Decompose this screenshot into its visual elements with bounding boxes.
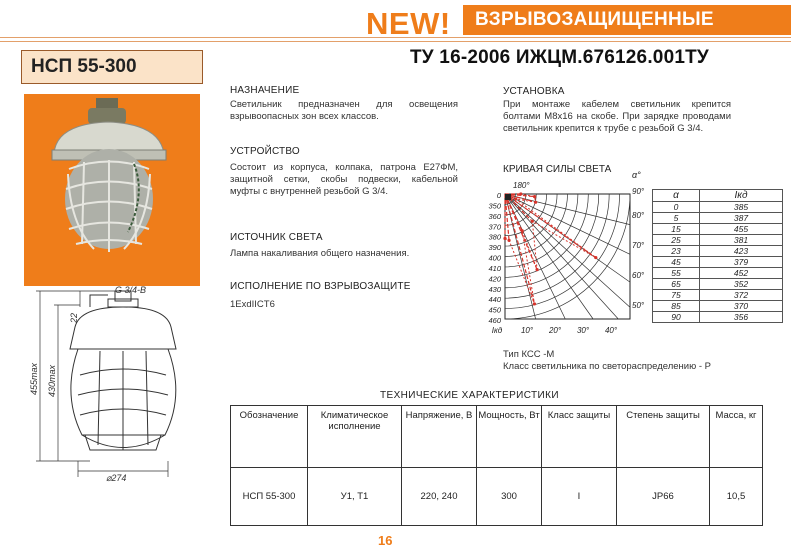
source-text: Лампа накаливания общего назначения.	[230, 248, 410, 259]
dim-22-label: 22	[69, 312, 79, 323]
tech-cell: JP66	[617, 468, 710, 526]
intensity-row	[653, 202, 783, 213]
intensity-cell: 452	[700, 268, 783, 279]
installation-text: При монтаже кабелем светильник крепится болтами М8х16 на скобе. При зарядке проводами светильник крепится к трубе с резьбой G 3/4.	[503, 99, 731, 134]
category-banner	[463, 5, 791, 35]
intensity-cell: 455	[700, 224, 783, 235]
thread-label: G 3/4-B	[115, 285, 147, 295]
intensity-row	[653, 268, 783, 279]
angle-cell: 23	[653, 246, 700, 257]
angle-cell: 15	[653, 224, 700, 235]
polar-chart	[472, 170, 647, 336]
radial-label: 390	[488, 243, 501, 253]
chart-title: КРИВАЯ СИЛЫ СВЕТА	[503, 164, 612, 175]
angle-cell: 25	[653, 235, 700, 246]
angle-label: 10°	[520, 326, 534, 335]
protection-title: ИСПОЛНЕНИЕ ПО ВЗРЫВОЗАЩИТЕ	[230, 281, 411, 292]
radial-label: 420	[488, 274, 501, 284]
angle-cell: 45	[653, 257, 700, 268]
intensity-row	[653, 279, 783, 290]
new-badge: NEW!	[366, 6, 451, 41]
intensity-row	[653, 312, 783, 323]
dim-430-label: 430max	[47, 364, 57, 397]
tech-header: Класс защиты	[542, 406, 617, 468]
intensity-cell: 381	[700, 235, 783, 246]
tech-header: Обозначение	[231, 406, 308, 468]
intensity-cell: 356	[700, 312, 783, 323]
intensity-row	[653, 301, 783, 312]
origin-marker	[505, 194, 511, 200]
angle-header: α	[653, 190, 700, 202]
radial-label: 450	[488, 305, 501, 315]
radial-label: 0	[496, 191, 501, 200]
tech-title: ТЕХНИЧЕСКИЕ ХАРАКТЕРИСТИКИ	[380, 390, 559, 401]
lamp-photo-icon	[24, 94, 200, 286]
tech-header: Степень защиты	[617, 406, 710, 468]
angle-label: 80°	[632, 211, 645, 220]
intensity-cell: 352	[700, 279, 783, 290]
angle-label: 180°	[513, 181, 530, 190]
intensity-cell: 372	[700, 290, 783, 301]
intensity-cell: 370	[700, 301, 783, 312]
intensity-row	[653, 246, 783, 257]
dim-274-label: ⌀274	[106, 473, 127, 483]
tech-cell: У1, Т1	[308, 468, 402, 526]
intensity-row	[653, 235, 783, 246]
installation-title: УСТАНОВКА	[503, 86, 565, 97]
model-label-box	[21, 50, 203, 84]
tech-cell: НСП 55-300	[231, 468, 308, 526]
purpose-title: НАЗНАЧЕНИЕ	[230, 85, 300, 96]
tech-cell: I	[542, 468, 617, 526]
angle-cell: 65	[653, 279, 700, 290]
angle-cell: 5	[653, 213, 700, 224]
angle-cell: 75	[653, 290, 700, 301]
curve-type: Тип КСС -М	[503, 349, 555, 360]
angle-label: 20°	[548, 326, 562, 335]
angle-cell: 90	[653, 312, 700, 323]
tech-row	[231, 468, 763, 526]
radial-label: 370	[488, 222, 501, 232]
dim-455-label: 455max	[29, 362, 39, 395]
intensity-row	[653, 224, 783, 235]
angle-label: 60°	[632, 271, 645, 280]
header-divider	[0, 37, 791, 42]
angle-cell: 85	[653, 301, 700, 312]
angle-label: 50°	[632, 301, 645, 310]
tech-cell: 10,5	[710, 468, 763, 526]
purpose-text: Светильник предназначен для освещения взрывоопасных зон всех классов.	[230, 99, 458, 122]
intensity-row	[653, 290, 783, 301]
radial-label: 440	[488, 295, 501, 305]
intensity-row	[653, 213, 783, 224]
page-number: 16	[378, 533, 393, 548]
angle-cell: 55	[653, 268, 700, 279]
design-text: Состоит из корпуса, колпака, патрона Е27ФМ, защитной сетки, скобы подвески, кабельной муфты с внутренней резьбой G 3/4.	[230, 162, 458, 197]
tech-header: Масса, кг	[710, 406, 763, 468]
radial-label: 400	[488, 253, 501, 263]
tech-header: Климатическое исполнение	[308, 406, 402, 468]
model-name: НСП 55-300	[31, 56, 137, 77]
design-title: УСТРОЙСТВО	[230, 146, 300, 157]
radial-unit-label: Iкд	[491, 326, 503, 335]
category-title: ВЗРЫВОЗАЩИЩЕННЫЕ	[475, 9, 714, 30]
radial-label: 380	[488, 232, 501, 242]
radial-label: 360	[488, 211, 501, 221]
angle-label: 30°	[576, 326, 590, 335]
spec-code: ТУ 16-2006 ИЖЦМ.676126.001ТУ	[410, 47, 709, 68]
source-title: ИСТОЧНИК СВЕТА	[230, 232, 323, 243]
intensity-cell: 387	[700, 213, 783, 224]
curve-class: Класс светильника по светораспределению - Р	[503, 361, 712, 372]
radial-label: 430	[488, 284, 501, 294]
tech-table	[230, 405, 763, 526]
protection-text: 1ExdIICТ6	[230, 299, 275, 310]
tech-header: Напряжение, В	[402, 406, 477, 468]
intensity-row	[653, 257, 783, 268]
angle-label: α°	[632, 170, 641, 180]
angle-cell: 0	[653, 202, 700, 213]
intensity-cell: 423	[700, 246, 783, 257]
tech-cell: 300	[477, 468, 542, 526]
intensity-table-body	[653, 202, 783, 323]
tech-header: Мощность, Вт	[477, 406, 542, 468]
angle-label: 70°	[632, 241, 645, 250]
dimension-drawing	[20, 285, 210, 485]
product-photo	[24, 94, 200, 286]
radial-label: 350	[488, 201, 501, 211]
tech-cell: 220, 240	[402, 468, 477, 526]
radial-label: 460	[488, 316, 501, 325]
radial-label: 410	[488, 263, 501, 273]
intensity-cell: 385	[700, 202, 783, 213]
angle-label: 90°	[632, 187, 645, 196]
intensity-table	[652, 189, 783, 323]
intensity-header: Iкд	[700, 190, 783, 202]
angle-label: 40°	[604, 326, 618, 335]
intensity-cell: 379	[700, 257, 783, 268]
